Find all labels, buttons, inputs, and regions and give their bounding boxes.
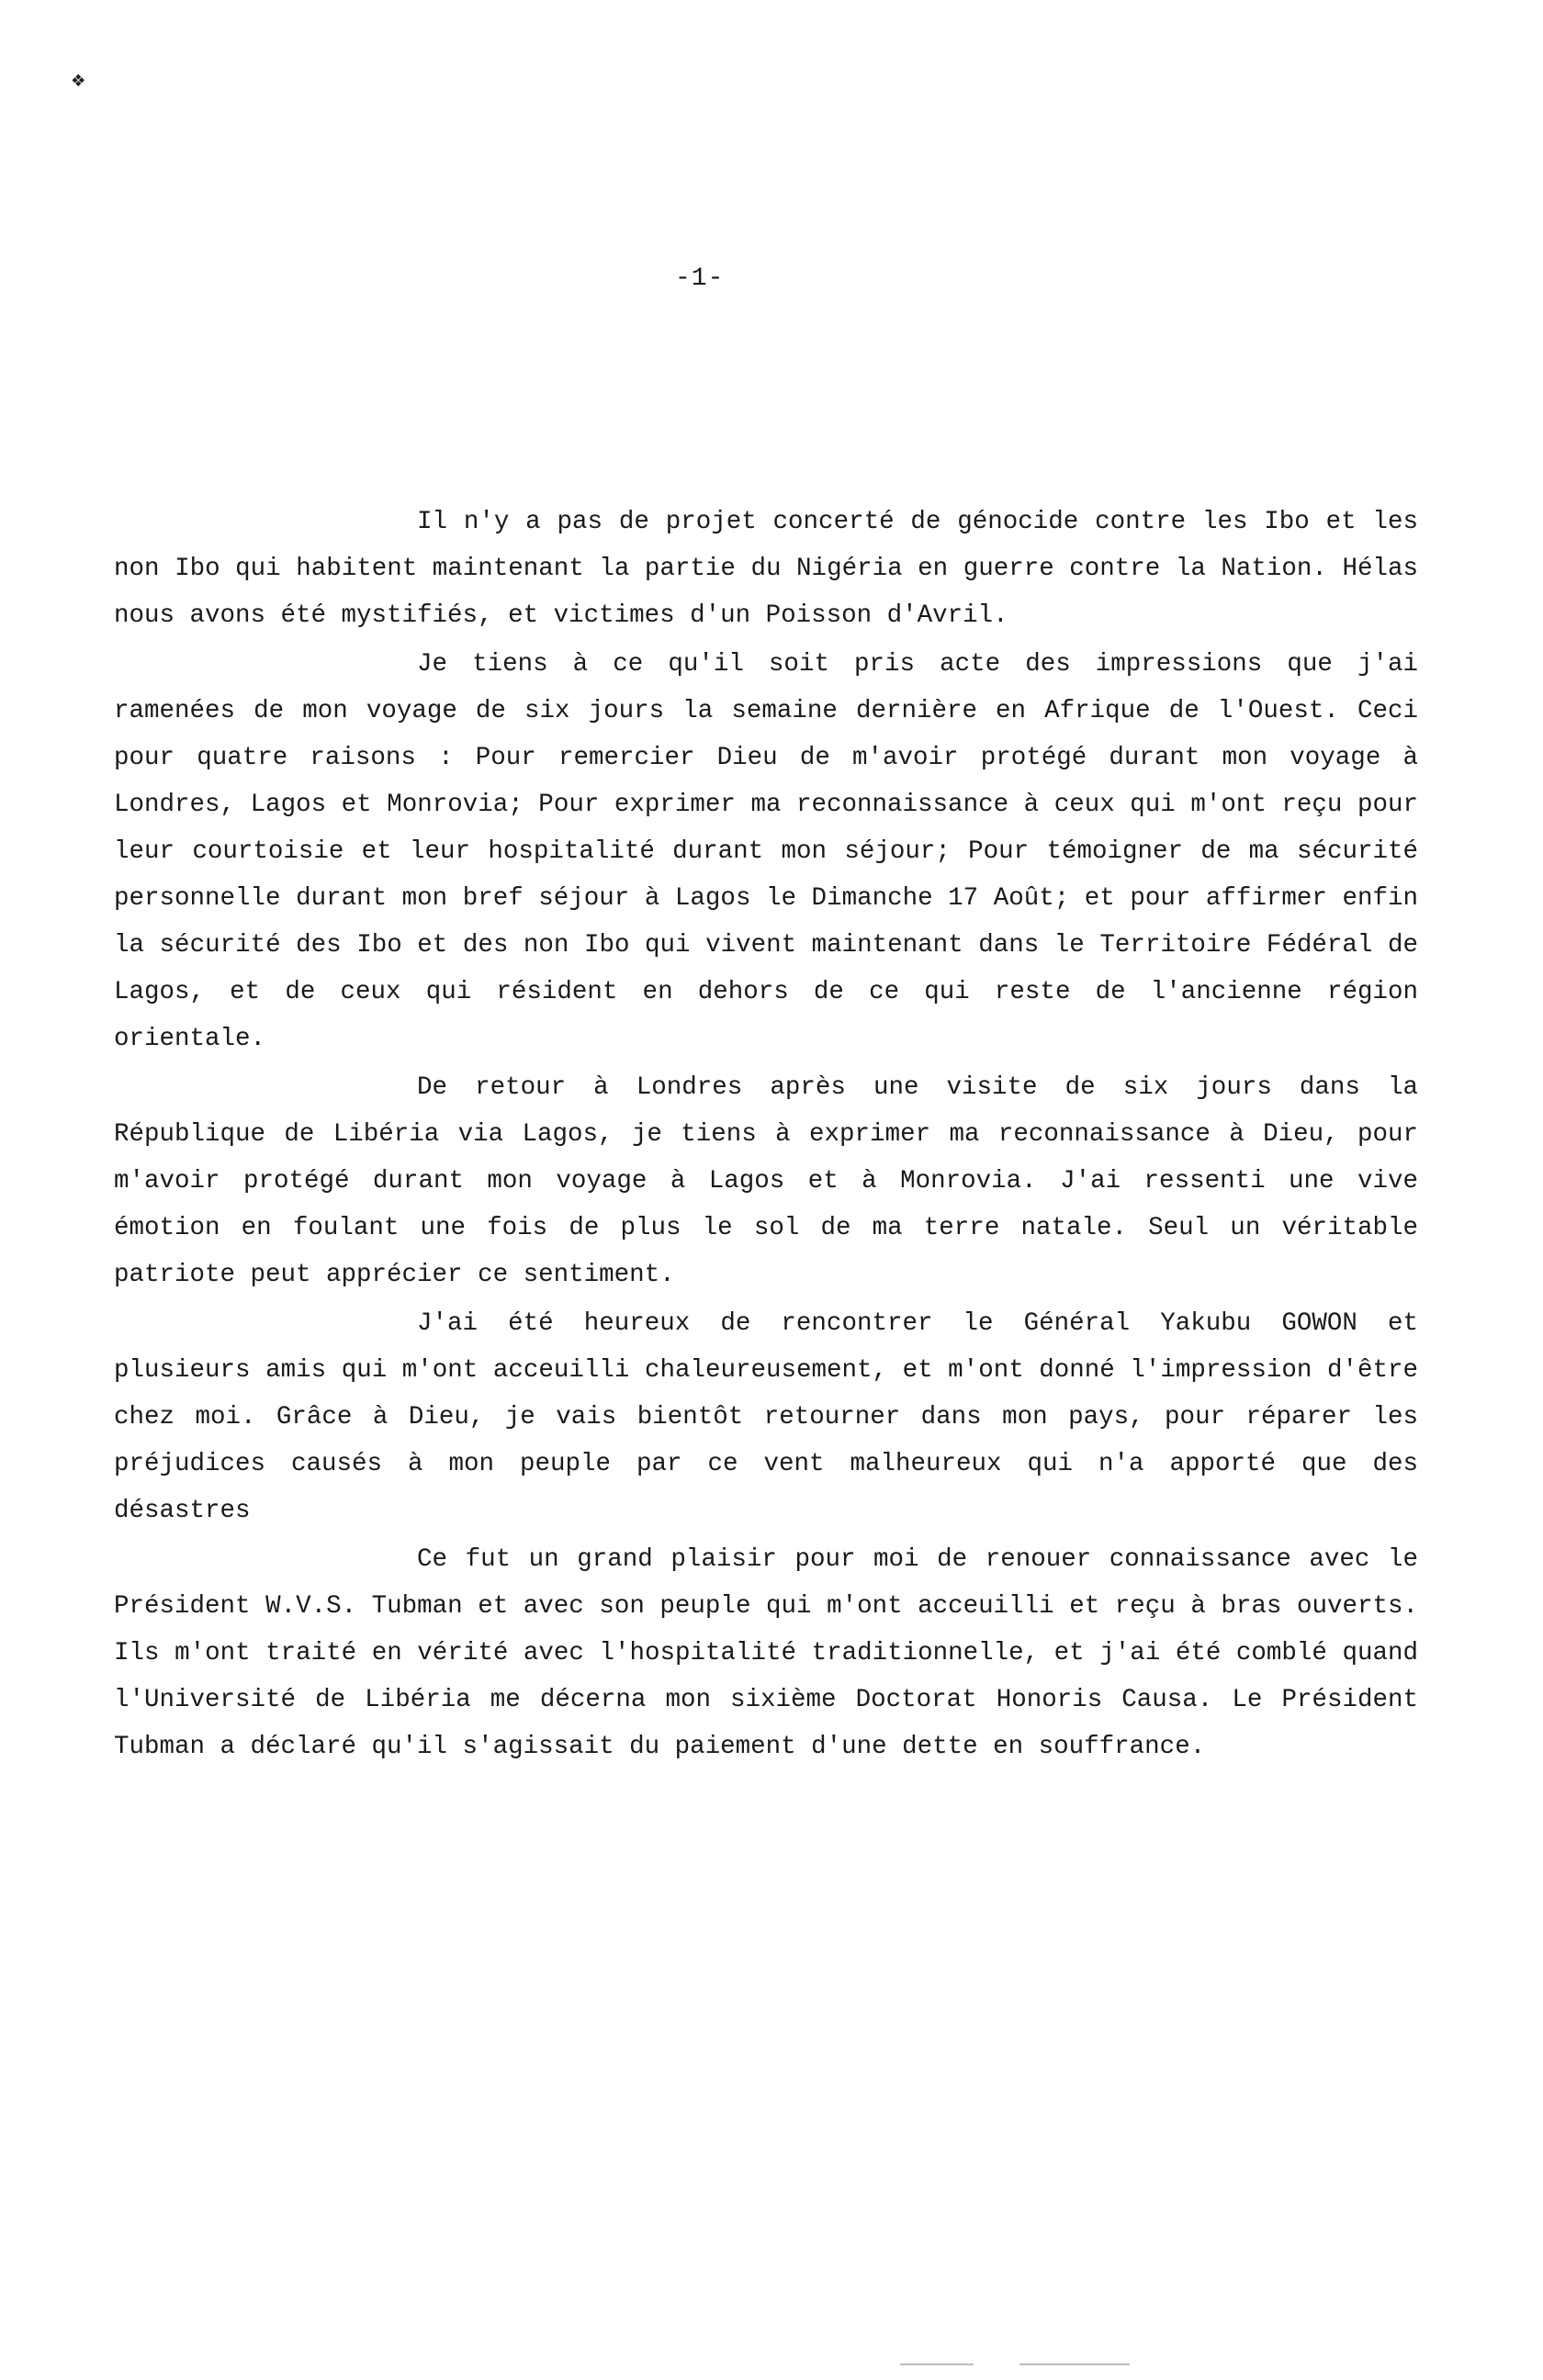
page-number: -1-: [675, 264, 725, 293]
paragraph-1: Il n'y a pas de projet concerté de génocide contre les Ibo et les non Ibo qui habitent maintenant la partie du Nigéria en guerre contre la Nation. Hélas nous avons été mystifiés, et victimes d'un Poisson d'Avril.: [114, 508, 1418, 630]
body-text: [114, 499, 1418, 1772]
paragraph-2: Je tiens à ce qu'il soit pris acte des impressions que j'ai ramenées de mon voyage de six jours la semaine dernière en Afrique de l'Ouest. Ceci pour quatre raisons : Pour remercier Dieu de m'avoir protégé durant mon voyage à Londres, Lagos et Monrovia; Pour exprimer ma reconnaissance à ceux qui m'ont reçu pour leur courtoisie et leur hospitalité durant mon séjour; Pour témoigner de ma sécurité personnelle durant mon bref séjour à Lagos le Dimanche 17 Août; et pour affirmer enfin la sécurité des Ibo et des non Ibo qui vivent maintenant dans le Territoire Fédéral de Lagos, et de ceux qui résident en dehors de ce qui reste de l'ancienne région orientale.: [114, 650, 1418, 1053]
corner-mark: ❖: [72, 69, 85, 94]
paragraph-3: De retour à Londres après une visite de six jours dans la République de Libéria via Lagos, je tiens à exprimer ma reconnaissance à Dieu, pour m'avoir protégé durant mon voyage à Lagos et à Monrovia. J'ai ressenti une vive émotion en foulant une fois de plus le sol de ma terre natale. Seul un véritable patriote peut apprécier ce sentiment.: [114, 1073, 1418, 1289]
paragraph-5: Ce fut un grand plaisir pour moi de renouer connaissance avec le Président W.V.S. Tubman et avec son peuple qui m'ont acceuilli et reçu à bras ouverts. Ils m'ont traité en vérité avec l'hospitalité traditionnelle, et j'ai été comblé quand l'Université de Libéria me décerna mon sixième Doctorat Honoris Causa. Le Président Tubman a déclaré qu'il s'agissait du paiement d'une dette en souffrance.: [114, 1545, 1418, 1761]
bottom-divider: [900, 2363, 974, 2365]
bottom-divider: [1019, 2363, 1130, 2365]
paragraph-4: J'ai été heureux de rencontrer le Général Yakubu GOWON et plusieurs amis qui m'ont acceuilli chaleureusement, et m'ont donné l'impression d'être chez moi. Grâce à Dieu, je vais bientôt retourner dans mon pays, pour réparer les préjudices causés à mon peuple par ce vent malheureux qui n'a apporté que des désastres: [114, 1309, 1418, 1525]
